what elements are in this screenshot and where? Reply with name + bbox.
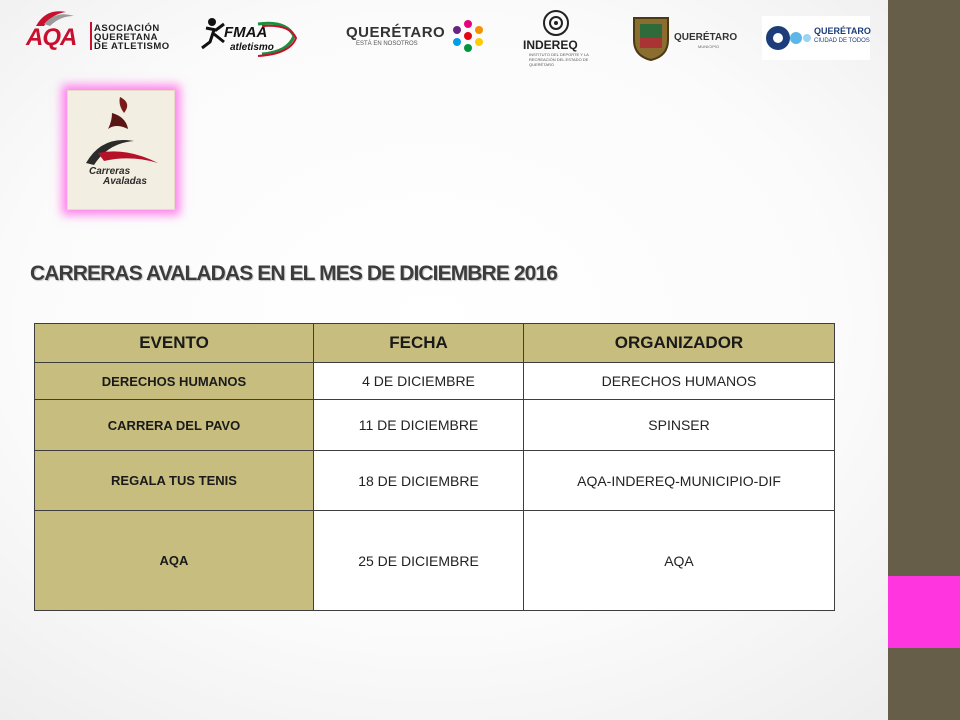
- badge-label: [89, 167, 147, 187]
- aqa-logo-mark: AQA: [26, 24, 77, 51]
- coat-of-arms-icon: [630, 14, 672, 62]
- badge-line-2: Avaladas: [103, 176, 147, 187]
- indereq-seal-icon: [541, 8, 571, 38]
- aqa-line-3: DE ATLETISMO: [94, 41, 170, 52]
- organizer-cell: SPINSER: [524, 400, 835, 451]
- date-cell: 4 DE DICIEMBRE: [314, 363, 524, 400]
- fmaa-logo-sub: atletismo: [230, 42, 274, 53]
- runner-silhouette-icon: [68, 91, 174, 171]
- fmaa-logo: [198, 4, 308, 66]
- queretaro-estado-name: QUERÉTARO: [346, 24, 446, 41]
- aqa-line-1: ASOCIACIÓN: [94, 23, 160, 34]
- events-table: [34, 323, 835, 611]
- col-header-event: EVENTO: [35, 324, 314, 363]
- municipio-sub: MUNICIPIO: [698, 44, 720, 49]
- sponsor-logo-strip: [20, 4, 870, 66]
- ciudad-name: QUERÉTARO: [814, 26, 871, 36]
- date-cell: 11 DE DICIEMBRE: [314, 400, 524, 451]
- municipio-logo: [630, 4, 750, 66]
- queretaro-estado-logo: [346, 4, 486, 66]
- badge-line-1: Carreras: [89, 166, 131, 177]
- date-cell: 18 DE DICIEMBRE: [314, 451, 524, 511]
- event-cell: CARRERA DEL PAVO: [35, 400, 314, 451]
- aqa-divider: [90, 22, 92, 50]
- indereq-name: INDEREQ: [523, 38, 578, 52]
- aqa-logo-text: [94, 24, 170, 51]
- ciudad-mark-icon: [764, 18, 812, 58]
- municipio-name: QUERÉTARO: [674, 32, 738, 43]
- table-row: [35, 511, 835, 611]
- col-header-date: FECHA: [314, 324, 524, 363]
- aqa-line-2: QUERETANA: [94, 32, 158, 43]
- table-row: [35, 363, 835, 400]
- event-cell: REGALA TUS TENIS: [35, 451, 314, 511]
- organizer-cell: AQA-INDEREQ-MUNICIPIO-DIF: [524, 451, 835, 511]
- queretaro-estado-tagline: ESTÁ EN NOSOTROS: [356, 41, 418, 47]
- fmaa-logo-mark: FMAA: [224, 24, 268, 41]
- date-cell: 25 DE DICIEMBRE: [314, 511, 524, 611]
- event-cell: DERECHOS HUMANOS: [35, 363, 314, 400]
- organizer-cell: DERECHOS HUMANOS: [524, 363, 835, 400]
- col-header-organizer: ORGANIZADOR: [524, 324, 835, 363]
- table-row: [35, 451, 835, 511]
- ciudad-logo: [762, 4, 870, 66]
- organizer-cell: AQA: [524, 511, 835, 611]
- sidebar-accent-block: [888, 576, 960, 648]
- event-cell: AQA: [35, 511, 314, 611]
- table-row: [35, 400, 835, 451]
- colorful-star-icon: [450, 18, 486, 54]
- page-title: CARRERAS AVALADAS EN EL MES DE DICIEMBRE 2016: [30, 262, 557, 285]
- ciudad-sub: CIUDAD DE TODOS: [814, 38, 870, 44]
- aqa-logo: [20, 4, 180, 66]
- table-header-row: [35, 324, 835, 363]
- carreras-avaladas-badge: [67, 90, 175, 210]
- indereq-sub: INSTITUTO DEL DEPORTE Y LA RECREACIÓN DEL ESTADO DE QUERÉTARO: [529, 52, 589, 67]
- indereq-logo: [523, 4, 593, 66]
